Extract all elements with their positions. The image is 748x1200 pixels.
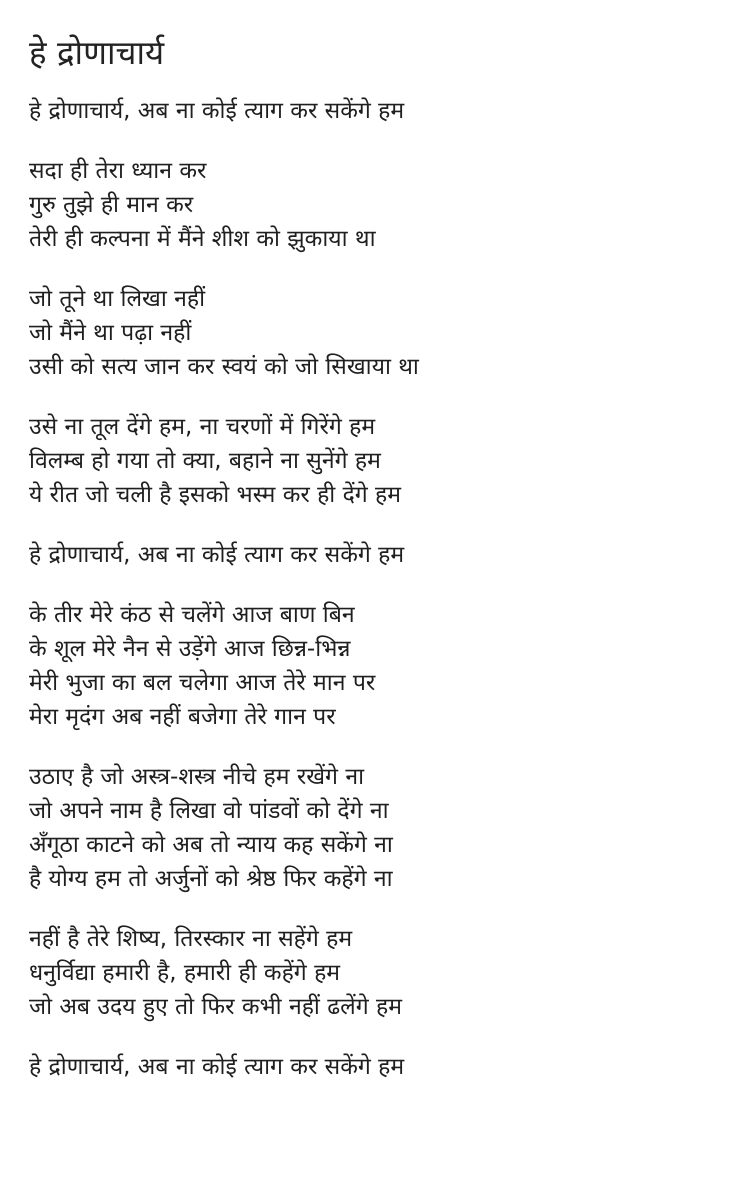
poem-line: के तीर मेरे कंठ से चलेंगे आज बाण बिन	[29, 602, 355, 628]
poem-line: हे द्रोणाचार्य, अब ना कोई त्याग कर सकेंगे हम	[29, 542, 405, 568]
poem-line: उसी को सत्य जान कर स्वयं को जो सिखाया था	[29, 354, 419, 380]
stanza-refrain	[29, 538, 729, 572]
poem-line: विलम्ब हो गया तो क्या, बहाने ना सुनेंगे हम	[29, 448, 381, 474]
poem-line: धनुर्विद्या हमारी है, हमारी ही कहेंगे हम	[29, 960, 341, 986]
stanza	[29, 922, 729, 1024]
poem-line: जो अब उदय हुए तो फिर कभी नहीं ढलेंगे हम	[29, 994, 402, 1020]
stanza	[29, 760, 729, 896]
poem-line: उठाए है जो अस्त्र-शस्त्र नीचे हम रखेंगे ना	[29, 764, 365, 790]
poem-line: हे द्रोणाचार्य, अब ना कोई त्याग कर सकेंगे हम	[29, 1054, 405, 1080]
poem-line: नहीं है तेरे शिष्य, तिरस्कार ना सहेंगे हम	[29, 926, 353, 952]
poem-line: हे द्रोणाचार्य, अब ना कोई त्याग कर सकेंगे हम	[29, 98, 405, 124]
poem-line: सदा ही तेरा ध्यान कर	[29, 158, 207, 184]
poem-line: जो मैंने था पढ़ा नहीं	[29, 320, 192, 346]
stanza-refrain	[29, 94, 729, 128]
poem-line: है योग्य हम तो अर्जुनों को श्रेष्ठ फिर कहेंगे ना	[29, 866, 393, 892]
poem-line: उसे ना तूल देंगे हम, ना चरणों में गिरेंगे हम	[29, 414, 376, 440]
stanza	[29, 410, 729, 512]
poem-line: जो तूने था लिखा नहीं	[29, 286, 206, 312]
poem-line: जो अपने नाम है लिखा वो पांडवों को देंगे ना	[29, 798, 389, 824]
poem-line: मेरा मृदंग अब नहीं बजेगा तेरे गान पर	[29, 704, 336, 730]
stanza	[29, 282, 729, 384]
poem-line: तेरी ही कल्पना में मैंने शीश को झुकाया था	[29, 226, 376, 252]
poem-line: ये रीत जो चली है इसको भस्म कर ही देंगे हम	[29, 482, 402, 508]
poem-line: के शूल मेरे नैन से उड़ेंगे आज छिन्न-भिन्न	[29, 636, 351, 662]
poem-line: अँगूठा काटने को अब तो न्याय कह सकेंगे ना	[29, 832, 393, 858]
poem-line: गुरु तुझे ही मान कर	[29, 192, 194, 218]
poem-page	[29, 28, 729, 1110]
poem-title: हे द्रोणाचार्य	[29, 33, 165, 72]
stanza-refrain	[29, 1050, 729, 1084]
poem-line: मेरी भुजा का बल चलेगा आज तेरे मान पर	[29, 670, 376, 696]
stanza	[29, 598, 729, 734]
stanza	[29, 154, 729, 256]
